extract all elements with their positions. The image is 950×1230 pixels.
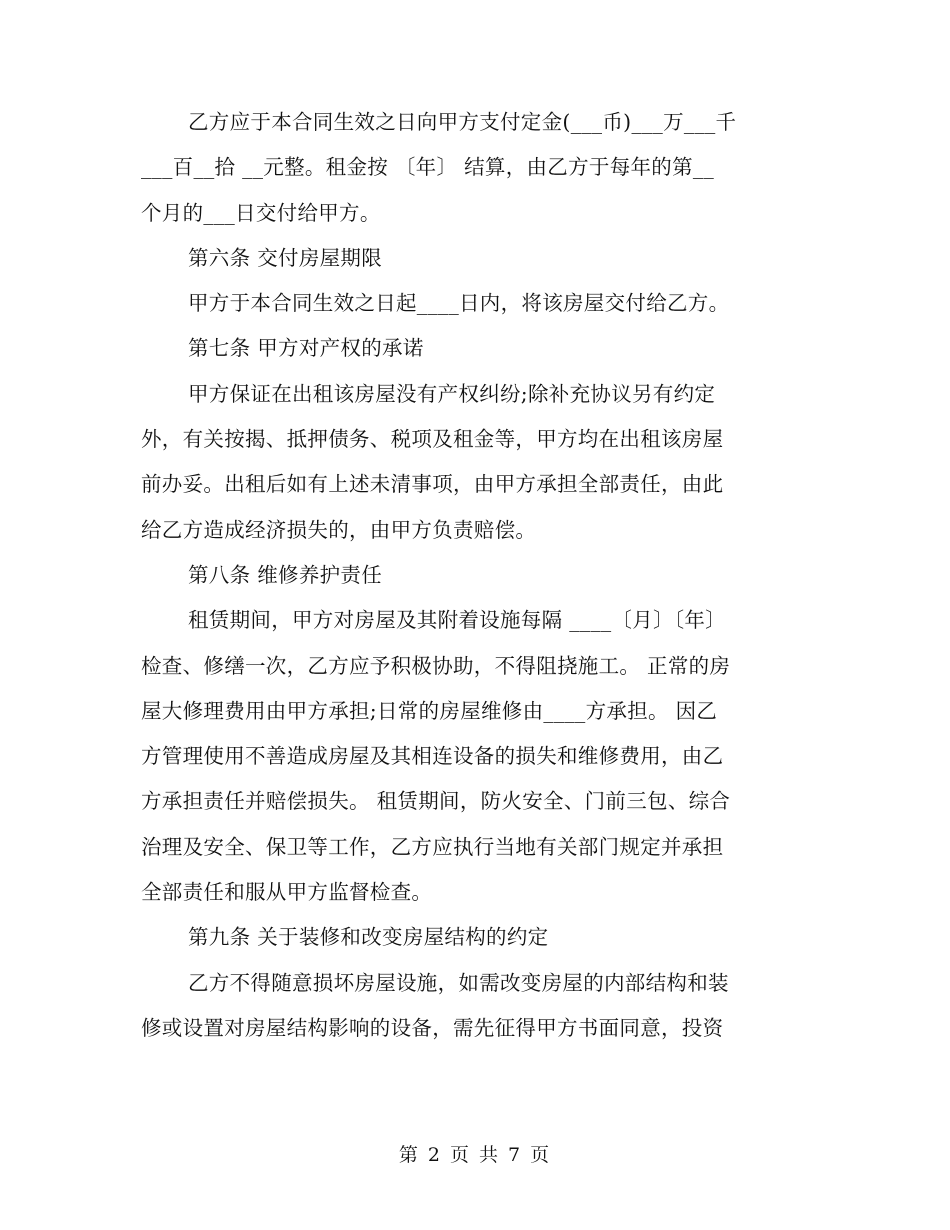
paragraph-line: 修或设置对房屋结构影响的设备，需先征得甲方书面同意，投资 <box>141 1015 724 1040</box>
paragraph-line: 乙方应于本合同生效之日向甲方支付定金(___币)___万___千 <box>188 110 737 134</box>
paragraph-line: 方管理使用不善造成房屋及其相连设备的损失和维修费用，由乙 <box>141 744 724 769</box>
paragraph-line: 给乙方造成经济损失的，由甲方负责赔偿。 <box>141 517 537 542</box>
paragraph-line: 个月的___日交付给甲方。 <box>141 200 381 225</box>
paragraph-line: 前办妥。出租后如有上述未清事项，由甲方承担全部责任，由此 <box>141 472 724 497</box>
paragraph-line: 检查、修缮一次，乙方应予积极协助，不得阻挠施工。 正常的房 <box>141 653 731 678</box>
paragraph-line: 方承担责任并赔偿损失。 租赁期间，防火安全、门前三包、综合 <box>141 789 731 814</box>
paragraph-line: 租赁期间，甲方对房屋及其附着设施每隔 ____〔月〕〔年〕 <box>188 608 726 633</box>
document-body <box>141 100 806 1051</box>
section-heading: 第七条 甲方对产权的承诺 <box>188 336 424 361</box>
paragraph-line: 乙方不得随意损坏房屋设施，如需改变房屋的内部结构和装 <box>188 970 729 995</box>
paragraph-line: ___百__拾 __元整。租金按 〔年〕 结算，由乙方于每年的第__ <box>141 155 714 180</box>
paragraph-line: 甲方保证在出租该房屋没有产权纠纷;除补充协议另有约定 <box>188 381 716 406</box>
paragraph-line: 全部责任和服从甲方监督检查。 <box>141 880 433 905</box>
section-heading: 第九条 关于装修和改变房屋结构的约定 <box>188 925 549 950</box>
page-number-footer: 第 2 页 共 7 页 <box>398 1144 552 1166</box>
section-heading: 第六条 交付房屋期限 <box>188 245 383 270</box>
paragraph-line: 屋大修理费用由甲方承担;日常的房屋维修由____方承担。 因乙 <box>141 698 718 723</box>
section-heading: 第八条 维修养护责任 <box>188 562 383 587</box>
paragraph-line: 外，有关按揭、抵押债务、税项及租金等，甲方均在出租该房屋 <box>141 427 724 452</box>
paragraph-line: 治理及安全、保卫等工作，乙方应执行当地有关部门规定并承担 <box>141 834 724 859</box>
paragraph-line: 甲方于本合同生效之日起____日内，将该房屋交付给乙方。 <box>188 291 730 316</box>
